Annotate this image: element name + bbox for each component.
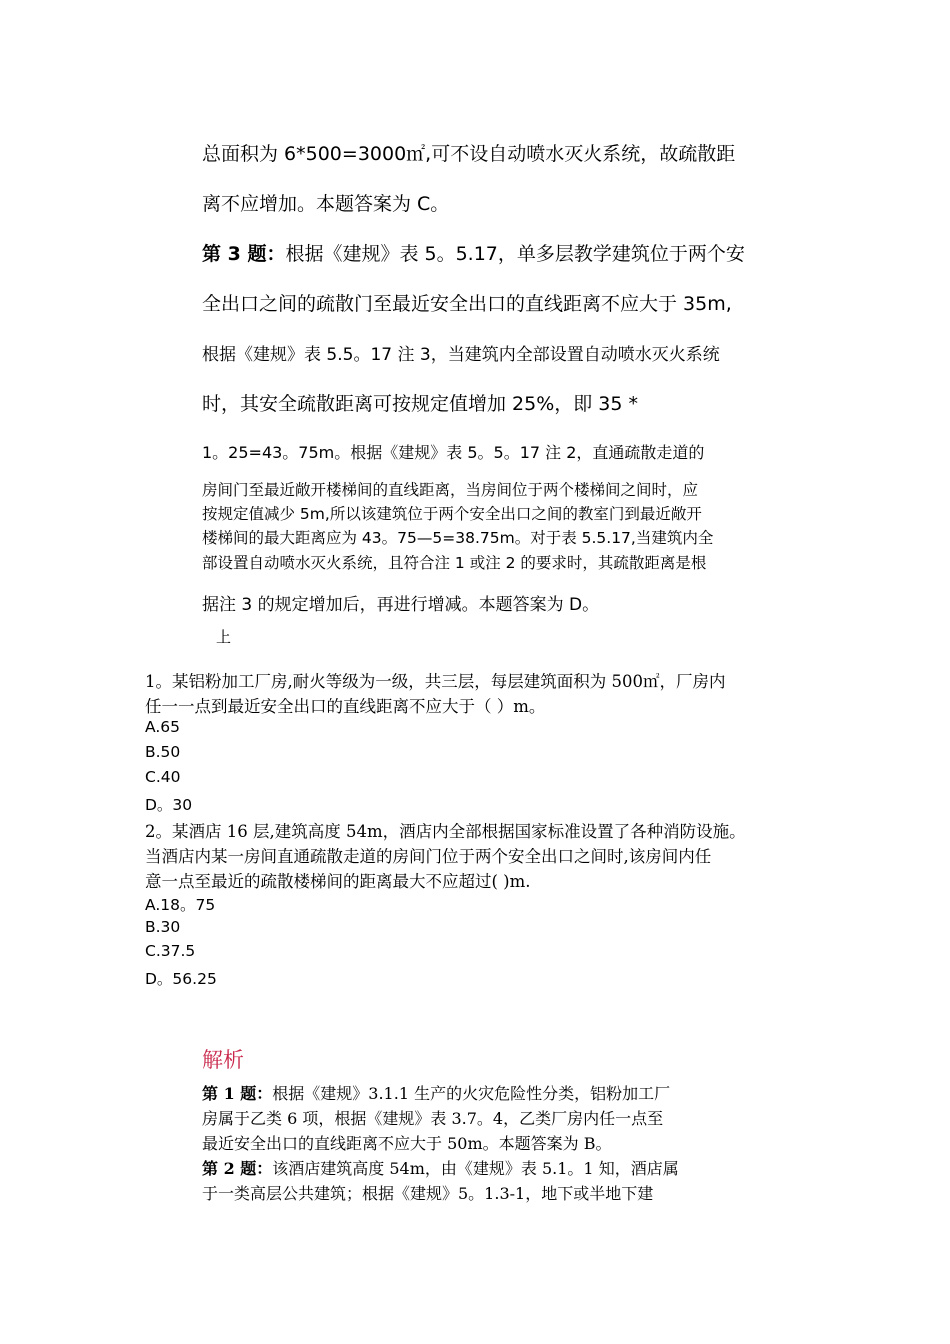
a2-label: 第 2 题：	[202, 1159, 273, 1178]
a2-text: 该酒店建筑高度 54m，由《建规》表 5.1。1 知，酒店属	[272, 1159, 679, 1178]
a1-label: 第 1 题：	[202, 1084, 273, 1103]
answer-text-line: 楼梯间的最大距离应为 43。75—5=38.75m。对于表 5.5.17,当建筑内全	[202, 529, 714, 547]
question-1-line: 任一一点到最近安全出口的直线距离不应大于（ ）m。	[145, 697, 546, 716]
analysis-text-line: 于一类高层公共建筑；根据《建规》5。1.3-1，地下或半地下建	[202, 1184, 654, 1203]
q2-option: A.18。75	[145, 896, 216, 914]
answer-text-line: 离不应增加。本题答案为 C。	[202, 193, 450, 215]
question-2-line: 意一点至最近的疏散楼梯间的距离最大不应超过( )m.	[145, 872, 531, 891]
analysis-1-first-line	[202, 1081, 670, 1104]
stray-mark: 上	[216, 628, 232, 646]
q1-option: B.50	[145, 743, 181, 761]
answer-text-line: 部设置自动喷水灭火系统，且符合注 1 或注 2 的要求时，其疏散距离是根	[202, 554, 707, 572]
question-2-line: 当酒店内某一房间直通疏散走道的房间门位于两个安全出口之间时,该房间内任	[145, 847, 712, 866]
question-1-line: 1。某铝粉加工厂房,耐火等级为一级，共三层，每层建筑面积为 500㎡，厂房内	[145, 672, 726, 691]
q1-option: D。30	[145, 796, 193, 814]
analysis-heading: 解析	[202, 1048, 244, 1072]
answer-text-line: 据注 3 的规定增加后，再进行增减。本题答案为 D。	[202, 595, 600, 615]
q3-text: 根据《建规》表 5。5.17，单多层教学建筑位于两个安	[285, 243, 745, 265]
answer-text-line: 总面积为 6*500=3000㎡,可不设自动喷水灭火系统，故疏散距	[202, 143, 736, 165]
question-2-line: 2。某酒店 16 层,建筑高度 54m，酒店内全部根据国家标准设置了各种消防设施。	[145, 822, 746, 841]
answer-text-line: 按规定值减少 5m,所以该建筑位于两个安全出口之间的教室门到最近敞开	[202, 505, 702, 523]
answer-text-line: 全出口之间的疏散门至最近安全出口的直线距离不应大于 35m,	[202, 293, 732, 315]
q1-option: A.65	[145, 718, 180, 736]
q1-option: C.40	[145, 768, 181, 786]
q3-label: 第 3 题：	[202, 243, 286, 265]
q2-option: D。56.25	[145, 970, 217, 988]
answer-text-line: 时，其安全疏散距离可按规定值增加 25%，即 35 *	[202, 393, 639, 415]
analysis-text-line: 房属于乙类 6 项，根据《建规》表 3.7。4，乙类厂房内任一点至	[202, 1109, 664, 1128]
answer-text-line: 房间门至最近敞开楼梯间的直线距离，当房间位于两个楼梯间之间时，应	[202, 481, 699, 499]
q2-option: C.37.5	[145, 942, 196, 960]
analysis-text-line: 最近安全出口的直线距离不应大于 50m。本题答案为 B。	[202, 1134, 612, 1153]
q2-option: B.30	[145, 918, 181, 936]
answer-text-line: 1。25=43。75m。根据《建规》表 5。5。17 注 2，直通疏散走道的	[202, 443, 705, 462]
answer-text-line: 根据《建规》表 5.5。17 注 3，当建筑内全部设置自动喷水灭火系统	[202, 345, 720, 365]
analysis-2-first-line	[202, 1156, 679, 1179]
a1-text: 根据《建规》3.1.1 生产的火灾危险性分类，铝粉加工厂	[272, 1084, 671, 1103]
q3-answer-first-line	[202, 239, 745, 266]
